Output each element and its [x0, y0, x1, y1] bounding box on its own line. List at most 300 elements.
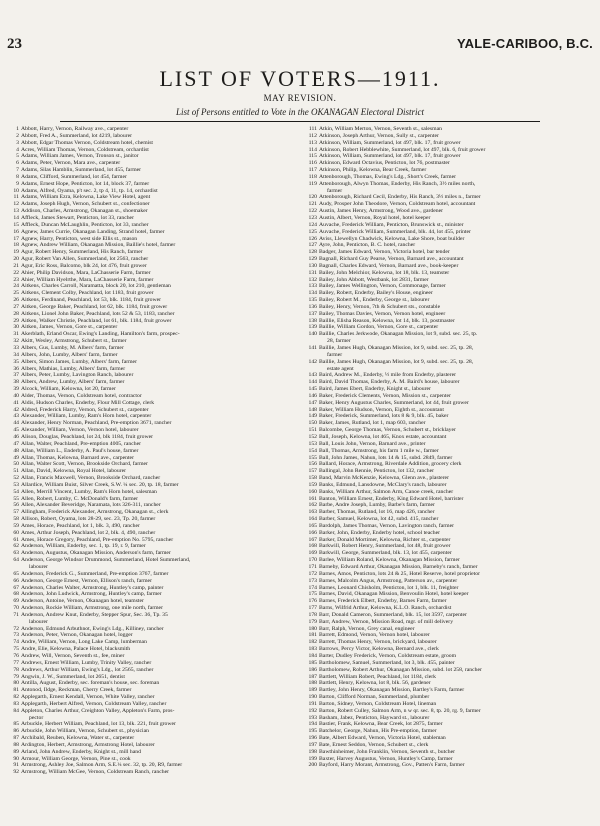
voter-entry — [5, 215, 300, 222]
voter-number: 54 — [13, 488, 19, 495]
voter-details: Antonod, Ildge, Reckman, Cherry Creek, farmer — [21, 687, 132, 694]
voter-entry — [303, 694, 595, 701]
voter-entry — [5, 674, 300, 681]
voter-number: 156 — [308, 461, 317, 468]
voter-entry — [5, 413, 300, 420]
voter-number: 55 — [13, 495, 19, 502]
voter-number: 137 — [308, 310, 317, 317]
voter-number: 150 — [308, 420, 317, 427]
voter-entry — [303, 167, 595, 174]
voter-list-left-column — [5, 126, 300, 822]
voter-entry — [303, 270, 595, 277]
voter-details: Anderson, George Ernest, Vernon, Ellison's ranch, farmer — [21, 577, 152, 584]
voter-details: Ballingal, John Rennie, Penticton, lot 132, rancher — [319, 468, 434, 475]
voter-number: 48 — [13, 447, 19, 454]
page-number: 23 — [7, 36, 22, 52]
voter-entry — [5, 455, 300, 462]
voter-details: Aitken, George Baker, Peachland, lot 62, blk. 1184, fruit grower — [21, 303, 168, 310]
voter-details: Armstrong, William McGee, Vernon, Coldstream Ranch, rancher — [21, 769, 170, 776]
voter-entry — [303, 393, 595, 400]
voter-number: 166 — [308, 529, 317, 536]
voter-number: 49 — [13, 454, 19, 461]
voter-entry — [303, 530, 595, 537]
voter-number: 39 — [13, 386, 19, 393]
voter-entry — [303, 585, 595, 592]
voter-entry — [5, 496, 300, 503]
voter-details: Bailey, Thomas Davies, Vernon, Vernon hotel, engineer — [319, 310, 446, 317]
voter-details: Angwin, J. W., Summerland, lot 2651, dentist — [21, 673, 125, 680]
voter-entry — [5, 468, 300, 475]
voter-details: Armstrong, Ashley Joe, Salmon Arm, S.E.¼ sec. 32, tp. 20, R9, farmer — [21, 762, 183, 769]
voter-details: Applegarth, Herbert Alfred, Vernon, Coldstream Valley, rancher — [21, 700, 167, 707]
voter-number: 112 — [308, 132, 317, 139]
voter-number: 124 — [308, 221, 317, 228]
voter-details: Agnew, Harry, Penticton, west side Ellis st., mason — [21, 235, 138, 242]
voter-number: 91 — [13, 762, 19, 769]
voter-details: Andre, Elie, Kelowna, Palace Hotel, blacksmith — [21, 646, 131, 653]
voter-number: 113 — [308, 139, 317, 146]
voter-details: Ames, Arthur Joseph, Peachland, lot 2, blk. 4, 490, rancher — [21, 529, 156, 536]
voter-number: 76 — [13, 652, 19, 659]
voter-entry — [303, 153, 595, 160]
voter-number: 70 — [13, 605, 19, 612]
voter-details: Allan, William L., Enderby, A. Paul's house, farmer — [21, 447, 139, 454]
voter-details: estate agent — [327, 365, 354, 372]
voter-details: Bawthinheimer, John Franklin, Vernon, Seventh st., butcher — [319, 748, 455, 755]
voter-details: Banks, William Arthur, Salmon Arm, Canoe creek, rancher — [319, 488, 454, 495]
voter-entry — [303, 735, 595, 742]
voter-entry — [5, 489, 300, 496]
voter-number: 179 — [308, 618, 317, 625]
voter-entry-continuation — [303, 366, 595, 373]
voter-number: 90 — [13, 755, 19, 762]
voter-number: 88 — [13, 741, 19, 748]
voter-number: 192 — [308, 707, 317, 714]
voter-details: Baker, Frederick, Summerland, lots 8 & 9, blk. 45, baker — [319, 413, 449, 420]
voter-entry — [5, 283, 300, 290]
voter-entry — [5, 249, 300, 256]
voter-entry — [5, 571, 300, 578]
voter-entry — [5, 126, 300, 133]
voter-details: Allen, Merrill Vincent, Lumby, Ram's Horn hotel, salesman — [21, 488, 157, 495]
voter-number: 196 — [308, 735, 317, 742]
voter-details: Bartholomew, Samuel, Summerland, lot 3, blk. 455, painter — [319, 659, 455, 666]
voter-details: farmer — [327, 187, 343, 194]
voter-details: Baker, James, Rutland, lot 1, map 603, rancher — [319, 420, 426, 427]
voter-entry — [5, 701, 300, 708]
voter-entry — [303, 571, 595, 578]
voter-details: Adams, Alfred, Oyama, p't sec. 2, tp 4, 11, tp. 14, orchardist — [21, 187, 158, 194]
voter-entry — [5, 626, 300, 633]
voter-details: Bayford, Harry Morant, Armstrong, Gov., Patten's Farm, farmer — [319, 762, 465, 769]
voter-number: 182 — [308, 639, 317, 646]
voter-details: Adams, Ernest Hope, Penticton, lot 14, block 37, farmer — [21, 180, 150, 187]
voter-details: Allardice, William Buist, Silver Creek, S.W. ¼ sec. 20, tp. 18, farmer — [21, 481, 179, 488]
voter-number: 37 — [13, 372, 19, 379]
voter-entry — [303, 413, 595, 420]
voter-number: 126 — [308, 235, 317, 242]
voter-entry — [5, 174, 300, 181]
voter-number: 141 — [308, 345, 317, 351]
voter-details: Bagnall, Richard Guy Pearse, Vernon, Barnard ave., accountant — [319, 256, 464, 263]
voter-entry — [303, 379, 595, 386]
header-divider — [60, 121, 540, 122]
voter-entry — [303, 626, 595, 633]
voter-details: Agur, Robert Henry, Summerland, His Ranch, farmer — [21, 249, 143, 256]
voter-entry — [303, 564, 595, 571]
voter-details: Abbott, Harry, Vernon, Railway ave., carpenter — [21, 126, 129, 132]
voter-entry — [5, 461, 300, 468]
voter-entry — [5, 687, 300, 694]
voter-details: Basham, Jabez, Penticton, Hayward st., labourer — [319, 714, 430, 721]
voter-details: Albers, Simon James, Lumby, Albers' farm, farmer — [21, 358, 137, 365]
voter-details: Adams, Silas Hamblin, Summerland, lot 455, farmer — [21, 167, 142, 174]
voter-entry — [5, 632, 300, 639]
voter-number: 191 — [308, 700, 317, 707]
voter-entry — [303, 660, 595, 667]
voter-details: Appleton, Charles Arthur, Creighton Valley, Appleton's Farm, pros- — [21, 707, 175, 714]
voter-number: 190 — [308, 694, 317, 701]
voter-details: Baker, Frederick Clements, Vernon, Mission st., carpenter — [319, 392, 451, 399]
voter-details: Abbott, Edgar Thomas Vernon, Coldstream hotel, chemist — [21, 139, 154, 146]
voter-number: 129 — [308, 256, 317, 263]
voter-number: 42 — [13, 406, 19, 413]
voter-details: Ball, John James, Nahun, lots 14 & 15, subd. 2849, farmer — [319, 454, 453, 461]
voter-entry — [303, 680, 595, 687]
voter-entry — [303, 256, 595, 263]
voter-details: Ball, Thomas, Armstrong, his farm 1 mile w., farmer — [319, 447, 439, 454]
voter-entry — [303, 728, 595, 735]
voter-number: 1 — [16, 126, 19, 132]
voter-details: Allen, Alexander Beveridge, Naramata, lots 326-311, rancher — [21, 502, 161, 509]
voter-entry — [303, 502, 595, 509]
voter-entry — [5, 537, 300, 544]
voter-number: 158 — [308, 475, 317, 482]
voter-list-right-column — [303, 126, 595, 822]
voter-details: Atkin, William Merton, Vernon, Seventh st., salesman — [319, 126, 442, 132]
voter-entry — [303, 420, 595, 427]
voter-number: 59 — [13, 522, 19, 529]
voter-entry — [303, 229, 595, 236]
voter-entry — [5, 208, 300, 215]
voter-entry — [5, 201, 300, 208]
voter-number: 195 — [308, 728, 317, 735]
voter-details: Barr, Donald Cameron, Summerland, blk. 15, lot 3597, carpenter — [319, 611, 467, 618]
voter-details: Anderson, Augustus, Okanagan Mission, Anderson's farm, farmer — [21, 550, 171, 557]
voter-entry — [5, 386, 300, 393]
voter-entry — [5, 502, 300, 509]
voter-number: 155 — [308, 454, 317, 461]
voter-entry — [5, 448, 300, 455]
voter-details: Arbuckle, Herbert William, Peachland, lot 13, blk. 221, fruit grower — [21, 721, 176, 728]
voter-details: Anderson, Antoine, Vernon, Okanagan hotel, teamster — [21, 598, 144, 605]
voter-details: Akerblath, Erland Oscar, Ewing's Landing, Hamilton's farm, prospec- — [21, 331, 180, 338]
voter-details: Barbe, Andre Joseph, Lumby, Barbe's farm, farmer — [319, 502, 435, 509]
voter-entry — [5, 721, 300, 728]
voter-number: 86 — [13, 728, 19, 735]
voter-entry — [5, 756, 300, 763]
voter-number: 71 — [13, 611, 19, 618]
voter-number: 83 — [13, 700, 19, 707]
voter-number: 75 — [13, 646, 19, 653]
voter-entry-continuation — [303, 188, 595, 195]
voter-number: 142 — [308, 358, 317, 365]
voter-number: 181 — [308, 632, 317, 639]
voter-entry — [303, 236, 595, 243]
voter-number: 78 — [13, 666, 19, 673]
voter-details: Antilla, August, Enderby, sec. foreman's house, sec. foreman — [21, 680, 160, 687]
voter-details: Barr, Ralph, Vernon, Grey canal, engineer — [319, 625, 415, 632]
voter-entry — [303, 297, 595, 304]
voter-details: Aviss, Llewellyn Chadwick, Kelowna, Lake Shore, boat builder — [319, 235, 465, 242]
voter-details: Adams, Clifford, Summerland, lot 454, farmer — [21, 173, 127, 180]
voter-number: 146 — [308, 392, 317, 399]
voter-entry — [5, 578, 300, 585]
voter-entry — [303, 475, 595, 482]
voter-number: 66 — [13, 577, 19, 584]
voter-entry — [303, 448, 595, 455]
voter-details: Alcock, William, Kelowna, lot 20, farmer — [21, 386, 116, 393]
voter-entry — [5, 530, 300, 537]
voter-details: Atkinson, Robert Hebblewhite, Summerland, lot 497, blk. 6, fruit grower — [319, 146, 486, 153]
voter-entry — [5, 543, 300, 550]
voter-details: Bailey, John Abbott, Westbank, lot 2831, farmer — [319, 276, 429, 283]
voter-number: 133 — [308, 283, 317, 290]
voter-details: Aitkens, Lionel John Baker, Peachland, lots 52 & 53, 1183, rancher — [21, 310, 175, 317]
voter-details: Affleck, James Stewart, Penticton, lot 33, rancher — [21, 214, 134, 221]
voter-details: farmer — [327, 351, 343, 358]
voter-number: 200 — [308, 762, 317, 769]
voter-details: Barns, Wilfrid Arthur, Kelowna, K.L.O. Ranch, orchardist — [319, 605, 452, 612]
voter-number: 18 — [13, 242, 19, 249]
voter-entry — [303, 345, 595, 352]
voter-number: 168 — [308, 543, 317, 550]
voter-entry — [5, 680, 300, 687]
voter-details: Alder, Thomas, Vernon, Coldstream hotel, contractor — [21, 392, 142, 399]
voter-number: 4 — [16, 146, 19, 153]
voter-entry — [5, 393, 300, 400]
region-heading: YALE-CARIBOO, B.C. — [456, 36, 593, 51]
voter-number: 136 — [308, 303, 317, 310]
voter-number: 164 — [308, 516, 317, 523]
voter-entry — [303, 762, 595, 769]
voter-details: Agur, Eric Ross, Balcomo, blk 24, lot 476, fruit grower — [21, 262, 147, 269]
voter-entry — [303, 605, 595, 612]
voter-entry — [303, 516, 595, 523]
voter-number: 63 — [13, 550, 19, 557]
page-caption: List of Persons entitled to Vote in the OKANAGAN Electoral District — [176, 107, 424, 117]
voter-number: 172 — [308, 570, 317, 577]
voter-number: 175 — [308, 591, 317, 598]
voter-details: Barkwill, Robert Henry, Summerland, lot 48, fruit grower — [319, 543, 451, 550]
voter-entry — [5, 762, 300, 769]
voter-entry — [303, 277, 595, 284]
voter-details: Bailey, James Wellington, Vernon, Commonage, farmer — [319, 283, 446, 290]
voter-details: Albers, Mathias, Lumby, Albers' farm, farmer — [21, 365, 126, 372]
voter-entry — [303, 249, 595, 256]
voter-entry — [303, 468, 595, 475]
voter-details: Alison, Douglas, Peachland, lot 24, blk 1184, fruit grower — [21, 433, 154, 440]
voter-entry — [303, 653, 595, 660]
voter-number: 118 — [308, 173, 317, 180]
voter-entry-continuation — [5, 715, 300, 722]
voter-details: Aitkens, Ferdinand, Peachland, lot 53, blk. 1184, fruit grower — [21, 297, 162, 304]
voter-number: 169 — [308, 550, 317, 557]
voter-number: 25 — [13, 290, 19, 297]
voter-entry — [303, 632, 595, 639]
voter-details: Banks, Edmund, Lansdowne, McClary's ranch, labourer — [319, 481, 447, 488]
voter-details: Atkinson, Edward Octavius, Penticton, lot 76, postmaster — [319, 160, 450, 167]
voter-number: 145 — [308, 386, 317, 393]
voter-entry — [5, 509, 300, 516]
voter-details: Atkinson, William, Summerland, lot 497, blk. 17, fruit grower — [319, 153, 461, 160]
voter-entry — [5, 270, 300, 277]
voter-number: 127 — [308, 242, 317, 249]
voter-number: 119 — [308, 180, 317, 187]
voter-number: 85 — [13, 721, 19, 728]
voter-details: Badger, James Edward, Vernon, Victoria hotel, bar tender — [319, 249, 450, 256]
voter-entry — [5, 236, 300, 243]
voter-details: Allan, David, Kelowna, Royal Hotel, labourer — [21, 468, 127, 475]
voter-entry — [303, 126, 595, 133]
voter-number: 199 — [308, 755, 317, 762]
voter-entry — [303, 290, 595, 297]
voter-number: 138 — [308, 317, 317, 324]
voter-details: Atkinson, William, Summerland, lot 497, blk. 17, fruit grower — [319, 139, 461, 146]
voter-number: 52 — [13, 475, 19, 482]
voter-details: Arland, John Andrew, Enderby, Knight st., mill hand — [21, 748, 141, 755]
voter-details: Adams, William James, Vernon, Tronson st., janitor — [21, 153, 139, 160]
voter-details: Ahier, William Hyelrthe, Mara, LaChasserie Farm, farmer — [21, 276, 154, 283]
voter-entry — [5, 475, 300, 482]
voter-number: 50 — [13, 461, 19, 468]
voter-entry — [5, 441, 300, 448]
voter-number: 60 — [13, 529, 19, 536]
voter-entry — [303, 331, 595, 338]
voter-entry — [5, 550, 300, 557]
voter-entry — [303, 509, 595, 516]
voter-entry — [5, 434, 300, 441]
voter-number: 56 — [13, 502, 19, 509]
voter-details: Andrew, Will, Vernon, Seventh st., fee, miner — [21, 652, 125, 659]
voter-details: Attenborough, Richard Cecil, Enderby, His Ranch, 3½ miles n., farmer — [319, 194, 481, 201]
voter-number: 147 — [308, 399, 317, 406]
voter-number: 123 — [308, 214, 317, 221]
voter-entry — [5, 167, 300, 174]
voter-details: Aitken, Walker Christie, Peachland, lot 61, blk. 1184, fruit grower — [21, 317, 172, 324]
voter-number: 13 — [13, 208, 19, 215]
voter-details: Barton, Sidney, Vernon, Coldstream Hotel, lineman — [319, 700, 437, 707]
voter-number: 10 — [13, 187, 19, 194]
voter-details: Barlee, William Roland, Kelowna, Okanagan Mission, farmer — [319, 557, 460, 564]
voter-entry — [303, 708, 595, 715]
voter-number: 30 — [13, 324, 19, 331]
voter-details: Bartlett, William Robert, Peachland, lot 1184, clerk — [319, 673, 436, 680]
voter-details: Applegarth, Ernest Kendall, Vernon, White Valley, rancher — [21, 694, 155, 701]
voter-number: 152 — [308, 433, 317, 440]
voter-number: 84 — [13, 707, 19, 714]
voter-details: Barnes, David, Okanagan Mission, Benvoulin Hotel, hotel keeper — [319, 591, 469, 598]
voter-details: Bartlett, Henry, Kelowna, lot 8, blk. 56, gardener — [319, 680, 431, 687]
voter-details: 28, farmer — [327, 338, 351, 345]
voter-entry — [303, 721, 595, 728]
voter-number: 44 — [13, 420, 19, 427]
voter-entry — [303, 687, 595, 694]
voter-number: 14 — [13, 214, 19, 221]
voter-details: pector — [29, 714, 44, 721]
voter-details: Baillie, William Gordon, Vernon, Gore st., carpenter — [319, 324, 439, 331]
voter-entry — [303, 242, 595, 249]
voter-entry — [5, 153, 300, 160]
voter-entry — [303, 646, 595, 653]
voter-details: Anderson, William, Enderby, sec. 1, tp. 19, r. 9, farmer — [21, 543, 146, 550]
voter-entry — [303, 455, 595, 462]
voter-details: Albers, Gus, Lumby, M. Albers' farm, farmer — [21, 345, 124, 351]
voter-entry — [5, 222, 300, 229]
voter-number: 19 — [13, 249, 19, 256]
voter-details: Allison, Robert, Oyama, lots 28-29, sec. 23, Tp. 20, farmer — [21, 516, 156, 523]
voter-entry — [303, 496, 595, 503]
voter-details: Barkwill, George, Summerland, blk. 13, lot 455, carpenter — [319, 550, 452, 557]
voter-entry — [5, 290, 300, 297]
voter-details: Bardolph, James Thomas, Vernon, Lavington ranch, farmer — [319, 522, 454, 529]
voter-number: 162 — [308, 502, 317, 509]
voter-details: Atkinson, Joseph Arthur, Vernon, Sully st., carpenter — [319, 132, 439, 139]
voter-number: 121 — [308, 201, 317, 208]
voter-entry — [303, 222, 595, 229]
voter-details: Affleck, Duncan McLaughlin, Penticton, lot 33, rancher — [21, 221, 149, 228]
voter-details: Acres, William Thomas, Vernon, Coldstream, orchardist — [21, 146, 149, 153]
voter-number: 47 — [13, 440, 19, 447]
voter-entry — [303, 386, 595, 393]
voter-entry — [303, 749, 595, 756]
voter-entry — [5, 639, 300, 646]
voter-number: 183 — [308, 646, 317, 653]
voter-number: 65 — [13, 570, 19, 577]
voter-number: 15 — [13, 221, 19, 228]
voter-entry — [303, 215, 595, 222]
voter-details: Allan, Walter, Peachland, Pre-emption 4005, rancher — [21, 440, 142, 447]
voter-number: 79 — [13, 673, 19, 680]
voter-entry — [5, 366, 300, 373]
voter-number: 73 — [13, 632, 19, 639]
voter-number: 61 — [13, 536, 19, 543]
voter-number: 80 — [13, 680, 19, 687]
voter-number: 41 — [13, 399, 19, 406]
voter-entry — [303, 372, 595, 379]
voter-entry — [303, 550, 595, 557]
voter-details: Banton, William Ernest, Enderby, King Edward Hotel, barrister — [319, 495, 464, 502]
voter-number: 188 — [308, 680, 317, 687]
voter-number: 53 — [13, 481, 19, 488]
voter-entry — [5, 359, 300, 366]
voter-number: 186 — [308, 666, 317, 673]
voter-number: 51 — [13, 468, 19, 475]
voter-details: Aitken, James, Vernon, Gore st., carpenter — [21, 324, 118, 331]
voter-number: 74 — [13, 639, 19, 646]
voter-number: 114 — [308, 146, 317, 153]
voter-entry — [303, 523, 595, 530]
voter-entry — [303, 304, 595, 311]
voter-details: Arbuckle, John William, Vernon, Schubert st., physician — [21, 728, 149, 735]
voter-number: 26 — [13, 297, 19, 304]
voter-entry — [303, 194, 595, 201]
voter-details: Barton, Clifford Norman, Summerland, plumber — [319, 694, 430, 701]
voter-number: 35 — [13, 358, 19, 365]
voter-entry — [303, 701, 595, 708]
voter-number: 139 — [308, 324, 317, 331]
voter-number: 120 — [308, 194, 317, 201]
